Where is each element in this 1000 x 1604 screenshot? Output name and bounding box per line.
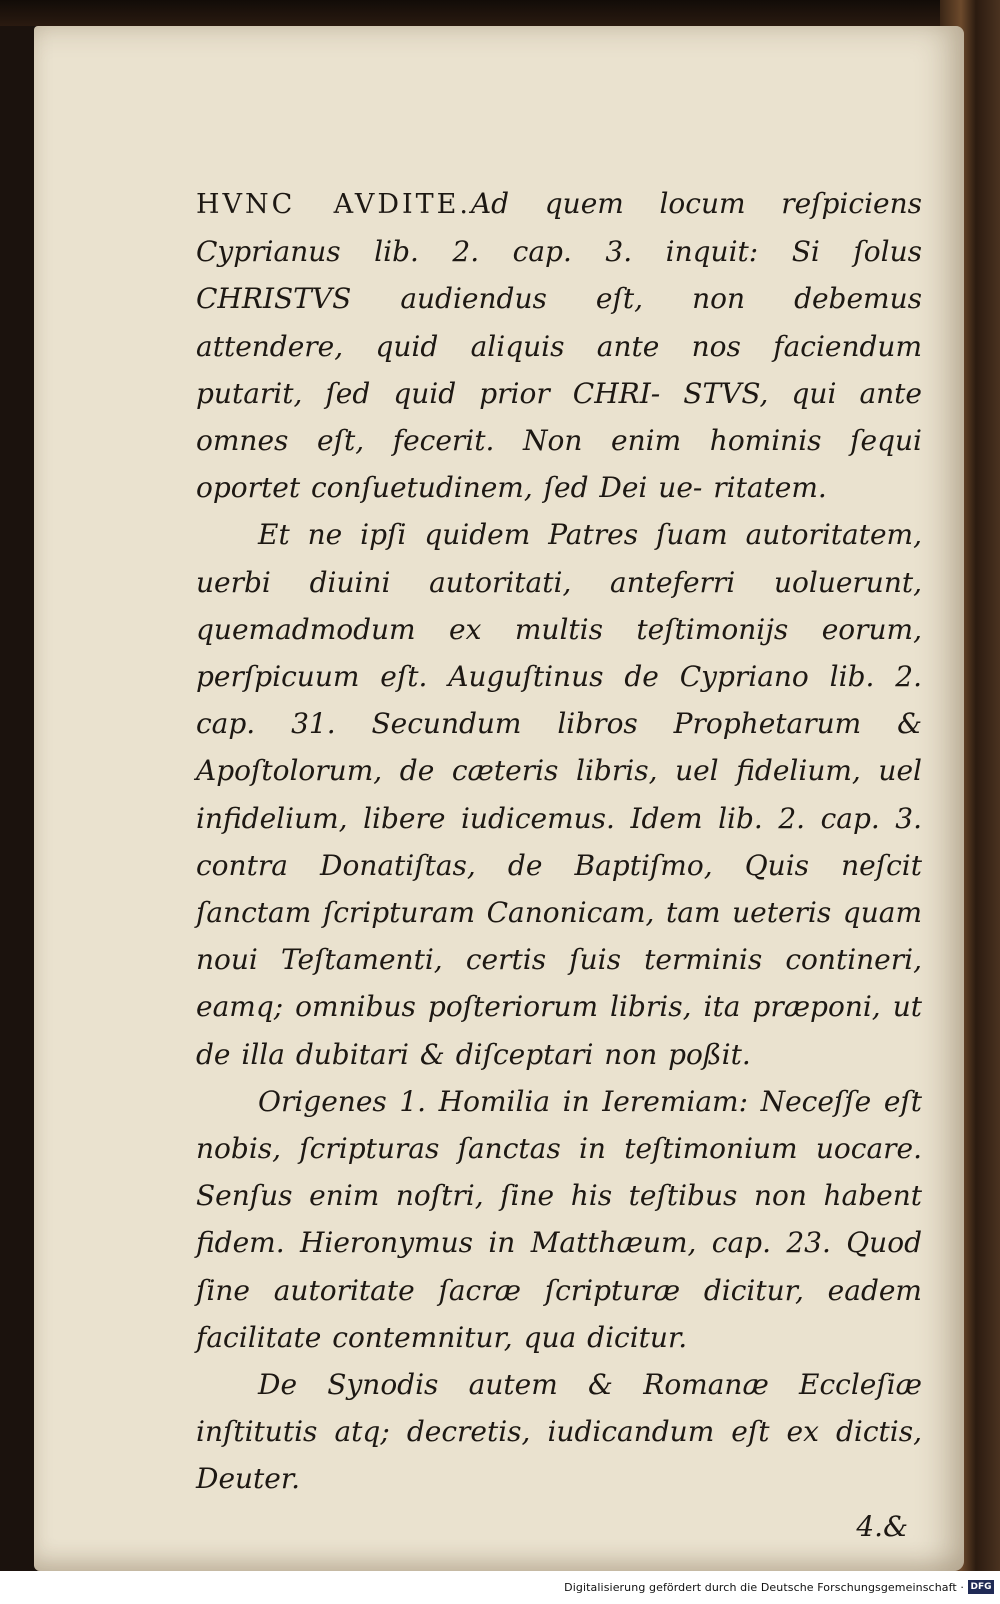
- page-text-block: [196, 180, 922, 1550]
- small-caps-heading: HVNC AVDITE.: [196, 189, 471, 220]
- paragraph-4: De Synodis autem & Romanæ Eccleſiæ inſtitutis atq; decretis, iudicandum eſt ex dictis, Deuter.: [196, 1368, 922, 1496]
- book-page: [34, 26, 964, 1571]
- text-line: STVS, qui ante omnes eſt, fecerit. Non enim: [196, 376, 922, 458]
- scan-edge-top: [0, 0, 1000, 26]
- text-line: Cyprianus lib. 2. cap. 3. inquit: Si ſolus CHRISTVS: [196, 235, 922, 316]
- catchword: 4.&: [856, 1509, 908, 1543]
- text-line: Ad quem locum reſpiciens: [470, 187, 922, 220]
- paragraph-2: Et ne ipſi quidem Patres ſuam autoritatem, uerbi diuini autoritati, anteferri uoluerunt, quemadmodum ex multis teſtimonijs eorum, perſpicuum eſt. Auguſtinus de Cypriano lib. 2. cap. 31. Secundum libros Prophetarum & Apoſtolorum, de cæteris libris, uel fidelium, uel infidelium, libere iudicemus. Idem lib. 2. cap. 3. contra Donatiſtas, de Baptiſmo, Quis neſcit ſanctam ſcripturam Canonicam, tam ueteris quam noui Teſtamenti, certis ſuis terminis contineri, eamq; omnibus poſteriorum libris, ita præponi, ut de illa dubitari & diſceptari non poßit.: [196, 518, 922, 1071]
- text-line: ante nos faciendum putarit, ſed quid prior CHRI-: [196, 329, 923, 410]
- paragraph-1: [196, 180, 922, 511]
- text-line: hominis ſequi oportet conſuetudinem, ſed Dei ue-: [196, 424, 923, 505]
- paragraph-3: Origenes 1. Homilia in Ieremiam: Neceſſe eſt nobis, ſcripturas ſanctas in teſtimonium uocare. Senſus enim noſtri, ſine his teſtibus non habent fidem. Hieronymus in Matthæum, cap. 23. Quod ſine autoritate ſacræ ſcripturæ dicitur, eadem facilitate contemnitur, qua dicitur.: [196, 1084, 922, 1354]
- footer-credit: Digitalisierung gefördert durch die Deutsche Forschungsgemeinschaft ·: [564, 1581, 964, 1594]
- text-line: audiendus eſt, non debemus attendere, quid aliquis: [196, 282, 923, 363]
- text-line: ritatem.: [713, 471, 827, 505]
- digitization-footer: [0, 1571, 1000, 1604]
- dfg-logo-icon: DFG: [968, 1580, 994, 1594]
